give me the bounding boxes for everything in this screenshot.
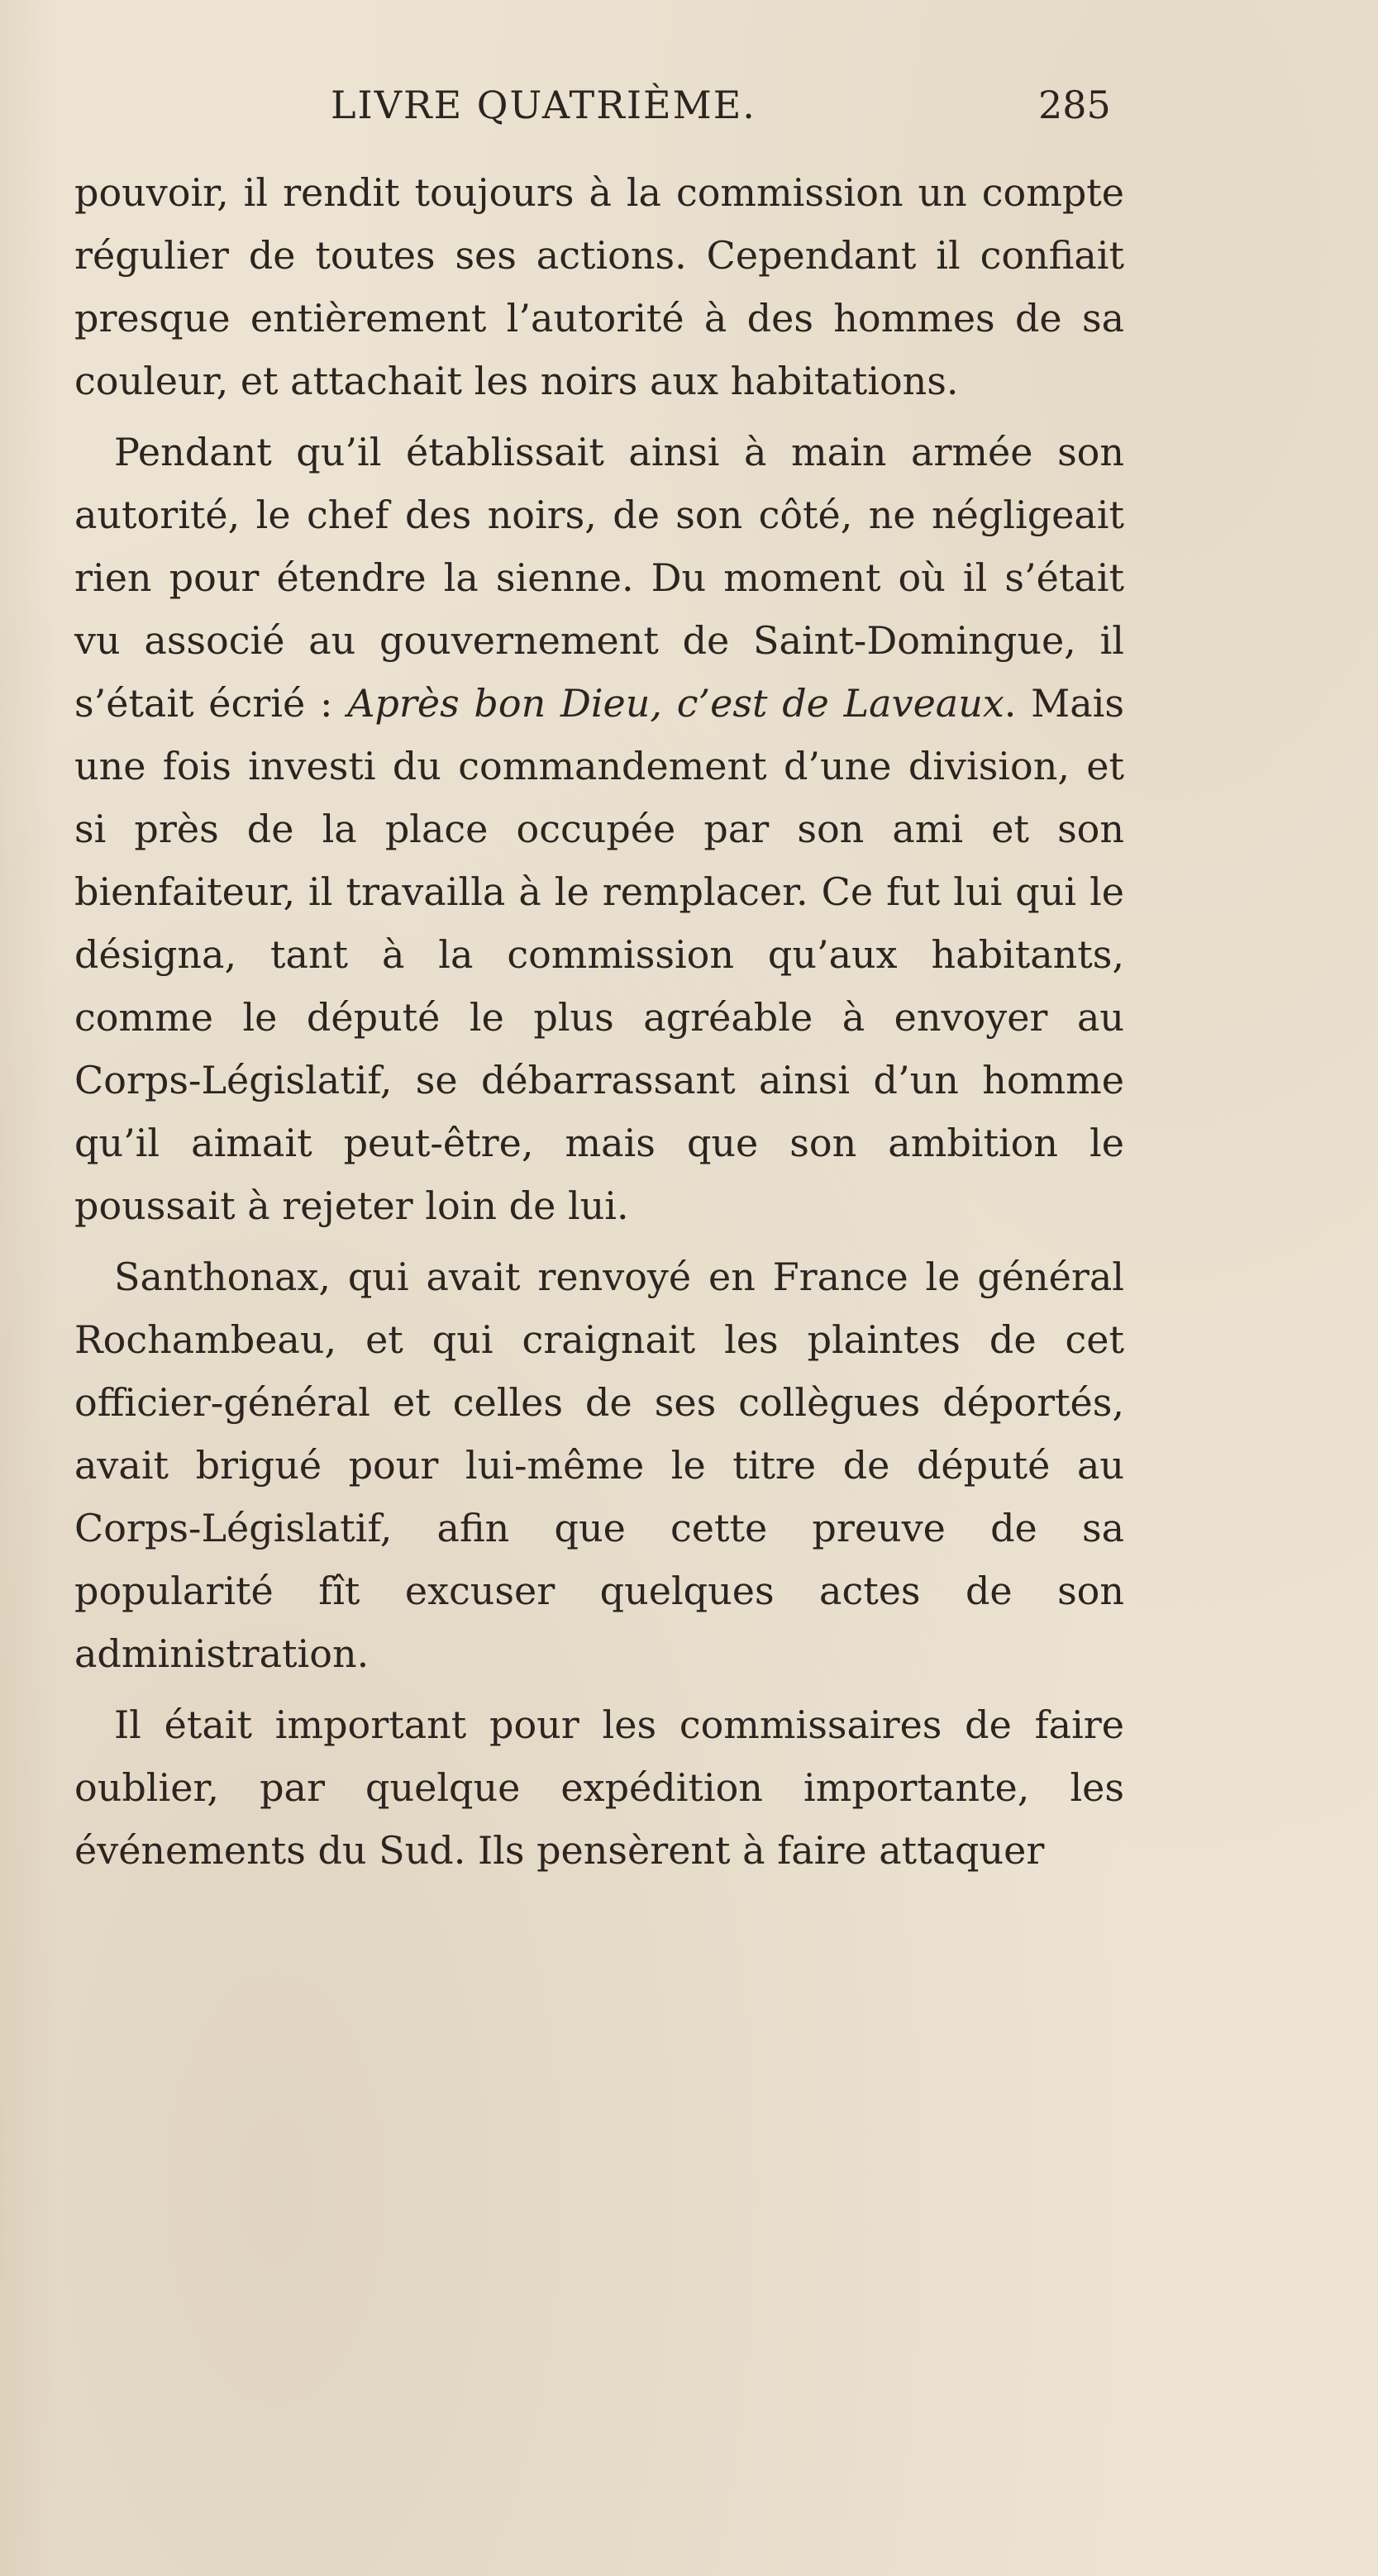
page-number: 285 [1038,83,1111,127]
paragraph-1: pouvoir, il rendit toujours à la commission un compte régulier de toutes ses actions. Cependant il confiait presque entièrement l’autorité à des hommes de sa couleur, et attachait les noirs aux habitations. [74,170,1124,403]
paragraph-2-before: Pendant qu’il établissait ainsi à main armée son autorité, le chef des noirs, de son côté, ne négligeait rien pour étendre la sienne. Du moment où il s’était vu associé au gouvernement de Saint-Domingue, il s’était écrié : [74,430,1124,726]
paragraph-2 [74,421,1124,1237]
paragraph-3: Santhonax, qui avait renvoyé en France le général Rochambeau, et qui craignait les plaintes de cet officier-général et celles de ses collègues déportés, avait brigué pour lui-même le titre de député au Corps-Législatif, afin que cette preuve de sa popularité fît excuser quelques actes de son administration. [74,1255,1124,1676]
body-text [74,161,1124,1890]
running-title: LIVRE QUATRIÈME. [331,83,756,127]
paragraph-4: Il était important pour les commissaires de faire oublier, par quelque expédition importante, les événements du Sud. Ils pensèrent à faire attaquer [74,1702,1124,1873]
paragraph-2-after: . Mais une fois investi du commandement d’une division, et si près de la place occupée par son ami et son bienfaiteur, il travailla à le remplacer. Ce fut lui qui le désigna, tant à la commission qu’aux habitants, comme le député le plus agréable à envoyer au Corps-Législatif, se débarrassant ainsi d’un homme qu’il aimait peut-être, mais que son ambition le poussait à rejeter loin de lui. [74,681,1124,1228]
italic-quote: Après bon Dieu, c’est de Laveaux [347,681,1004,726]
running-head [0,83,1378,132]
